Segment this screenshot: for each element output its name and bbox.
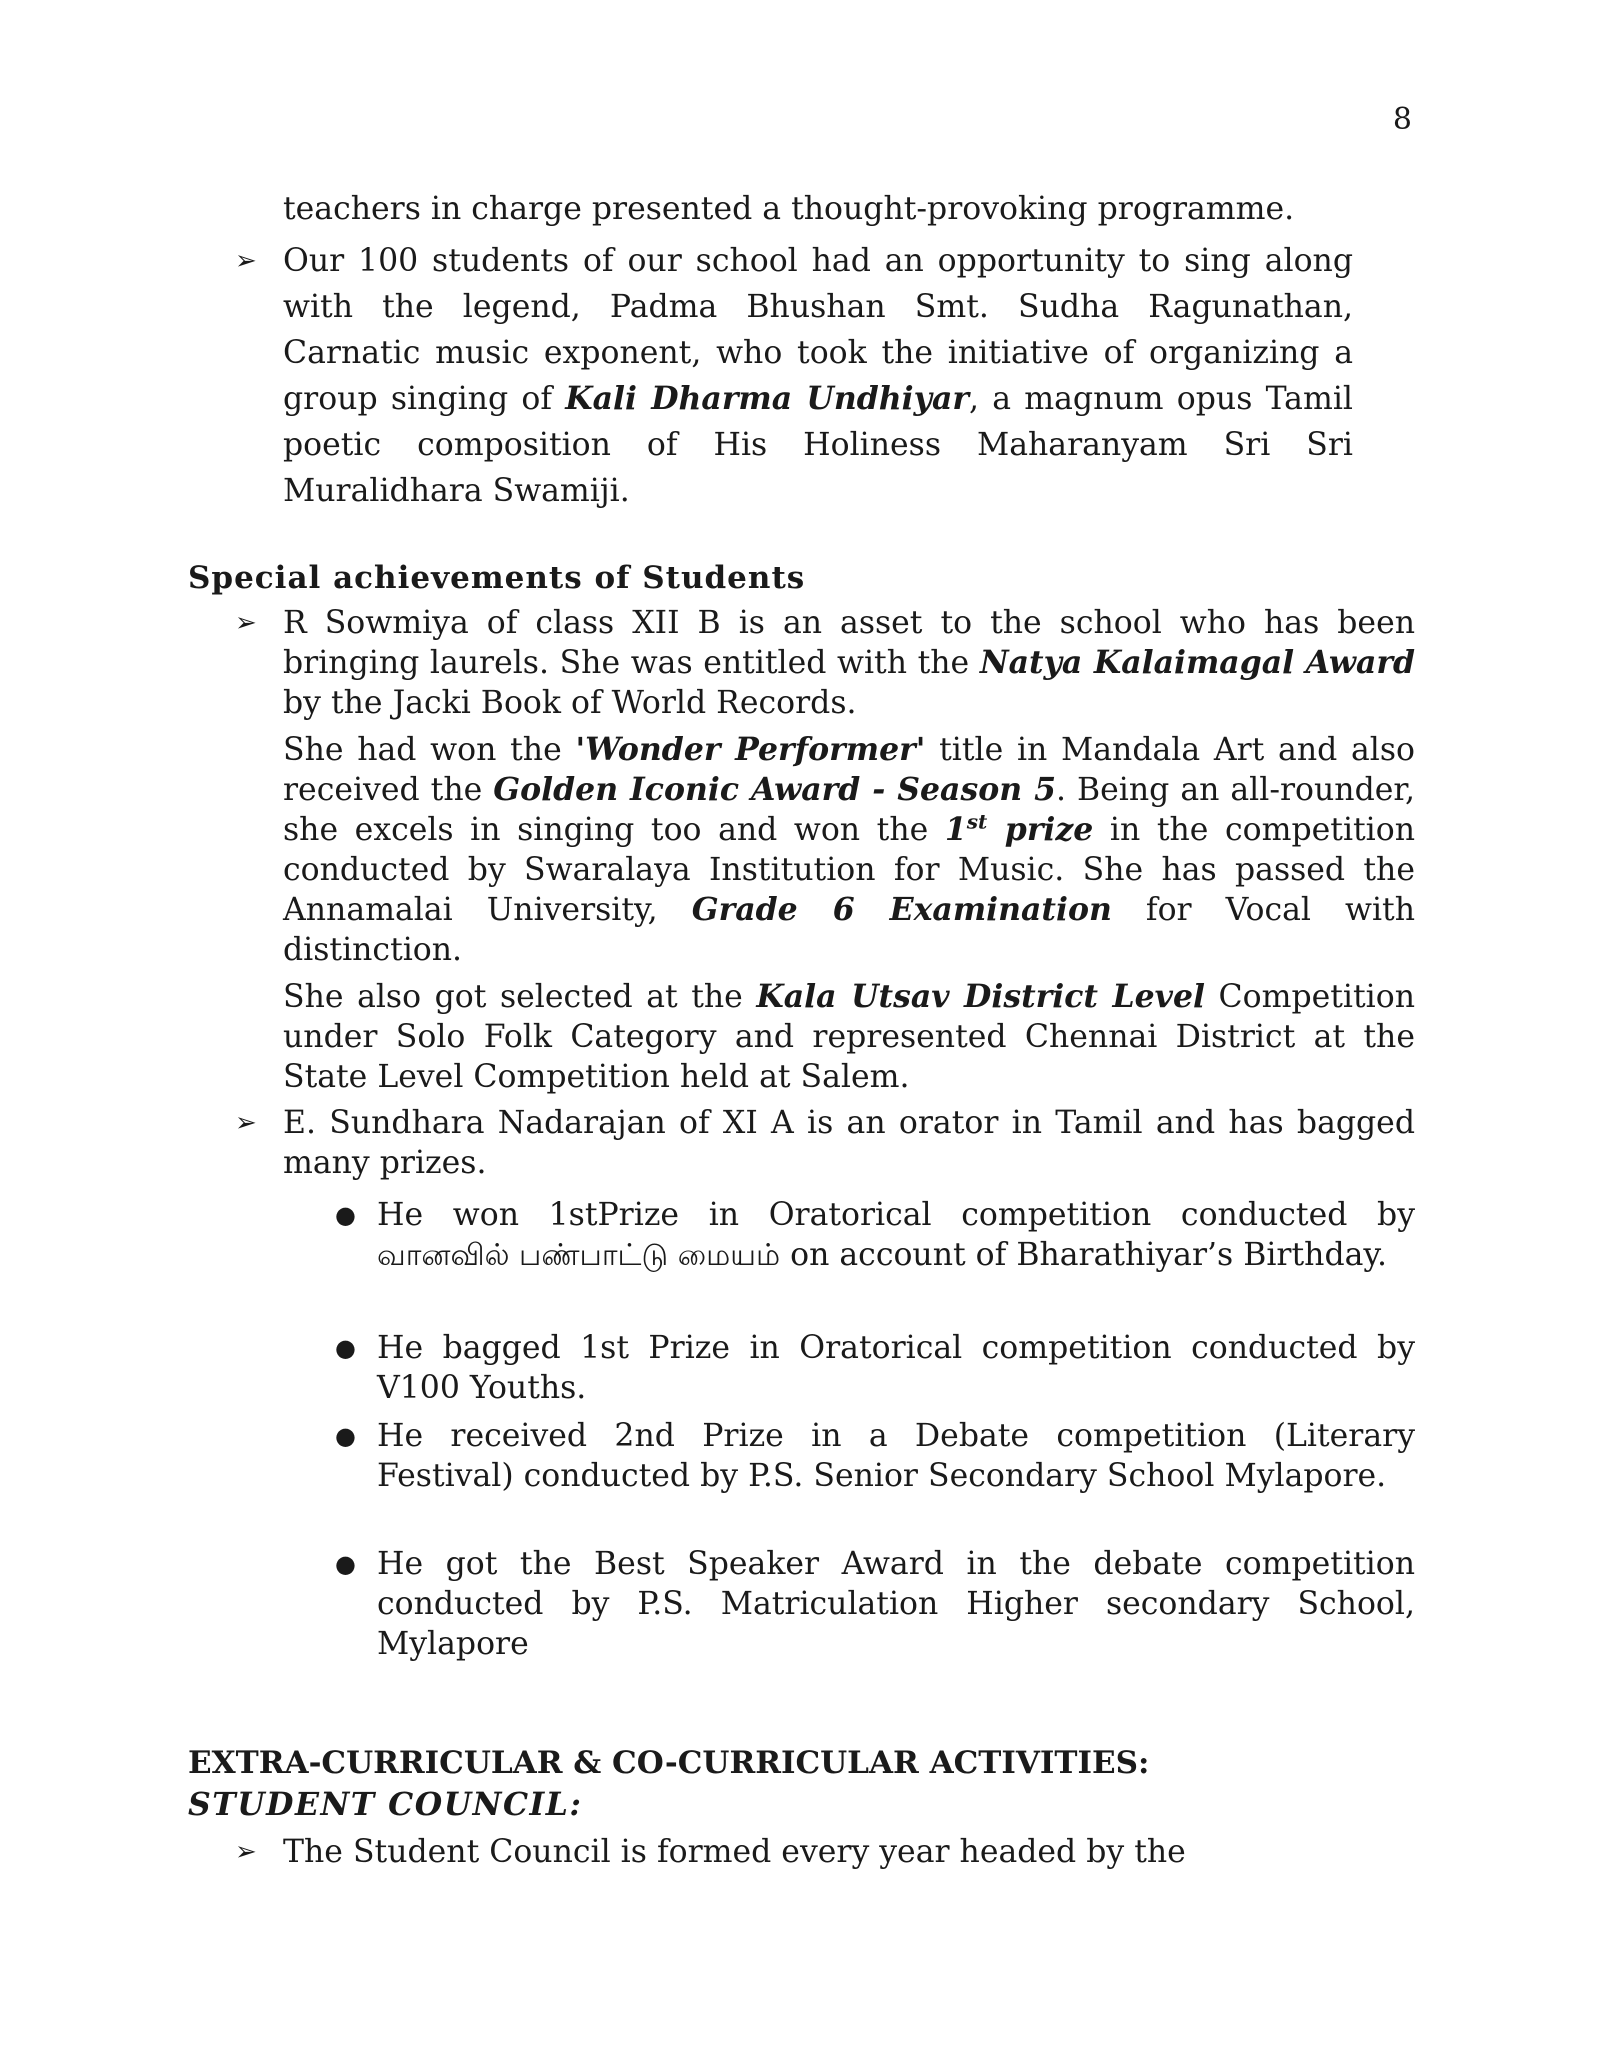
para-text: in the competition conducted by Swaralaya Institution for Music. She has passed the Annamalai University, — [283, 812, 1416, 928]
emphasis-text: Kala Utsav District Level — [756, 978, 1205, 1015]
paragraph-kala-utsav — [283, 977, 1415, 1097]
bullet-text: Our 100 students of our school had an opportunity to sing along with the legend, Padma Bhushan Smt. Sudha Ragunathan, Carnatic music exponent, who took the initiative of organizing a group singing of — [283, 243, 1353, 417]
bullet-sundhara — [235, 1103, 1415, 1183]
dot-bullet-icon: ● — [335, 1334, 356, 1362]
bullet-text: , a magnum opus Tamil poetic composition of His Holiness Maharanyam Sri Sri Muralidhara Swamiji. — [283, 381, 1353, 509]
emphasis-text: Kali Dharma Undhiyar — [565, 380, 969, 417]
sub-text: He bagged 1st Prize in Oratorical competition conducted by V100 Youths. — [377, 1330, 1415, 1406]
page-number: 8 — [1392, 102, 1412, 137]
section-heading-activities: EXTRA-CURRICULAR & CO-CURRICULAR ACTIVITIES: — [188, 1745, 1150, 1781]
sub-item-best-speaker — [335, 1544, 1415, 1664]
sub-item-debate — [335, 1416, 1415, 1496]
para-text: Competition under Solo Folk Category and represented Chennai District at the State Level Competition held at Salem. — [283, 979, 1415, 1095]
emphasis-text: 'Wonder Performer' — [575, 731, 926, 768]
sub-text: He won 1stPrize in Oratorical competition conducted by — [377, 1197, 1415, 1233]
ordinal-suffix: st — [966, 809, 988, 834]
arrow-bullet-icon: ➢ — [235, 246, 257, 276]
bullet-text: E. Sundhara Nadarajan of XI A is an orator in Tamil and has bagged many prizes. — [283, 1105, 1415, 1181]
tamil-text: வானவில் பண்பாட்டு மையம் — [377, 1238, 781, 1273]
para-text: She also got selected at the — [283, 979, 757, 1015]
bullet-text: The Student Council is formed every year headed by the — [283, 1834, 1186, 1870]
prize-word: prize — [987, 811, 1094, 848]
section-heading-student-council: STUDENT COUNCIL: — [188, 1786, 583, 1823]
para-text: title in Mandala Art and also received the — [283, 732, 1415, 808]
emphasis-text: Natya Kalaimagal Award — [979, 644, 1415, 681]
dot-bullet-icon: ● — [335, 1550, 356, 1578]
emphasis-text: Golden Iconic Award - Season 5 — [493, 771, 1056, 808]
para-text: She had won the — [283, 732, 576, 768]
bullet-sowmiya — [235, 603, 1415, 723]
dot-bullet-icon: ● — [335, 1201, 356, 1229]
intro-line: teachers in charge presented a thought-provoking programme. — [283, 191, 1295, 227]
paragraph-sowmiya-awards — [283, 730, 1415, 970]
sub-item-oratorical-2 — [335, 1328, 1415, 1408]
bullet-text: by the Jacki Book of World Records. — [283, 685, 857, 721]
emphasis-text — [945, 811, 1093, 848]
para-text: for Vocal with distinction. — [283, 892, 1415, 968]
para-text: . Being an all-rounder, she excels in singing too and won the — [283, 772, 1415, 848]
dot-bullet-icon: ● — [335, 1422, 356, 1450]
arrow-bullet-icon: ➢ — [235, 1108, 257, 1138]
bullet-student-council — [235, 1829, 1415, 1875]
arrow-bullet-icon: ➢ — [235, 608, 257, 638]
bullet-group-singing — [235, 238, 1353, 514]
sub-text: on account of Bharathiyar’s Birthday. — [780, 1237, 1388, 1273]
sub-text: He got the Best Speaker Award in the debate competition conducted by P.S. Matriculation Higher secondary School, Mylapore — [377, 1546, 1415, 1662]
arrow-bullet-icon: ➢ — [235, 1837, 257, 1867]
bullet-text: R Sowmiya of class XII B is an asset to the school who has been bringing laurels. She was entitled with the — [283, 605, 1415, 681]
sub-text: He received 2nd Prize in a Debate competition (Literary Festival) conducted by P.S. Senior Secondary School Mylapore. — [377, 1418, 1415, 1494]
sub-item-oratorical-1 — [335, 1195, 1415, 1276]
section-heading-special-achievements: Special achievements of Students — [188, 560, 806, 596]
prize-number: 1 — [944, 811, 967, 848]
emphasis-text: Grade 6 Examination — [691, 891, 1112, 928]
